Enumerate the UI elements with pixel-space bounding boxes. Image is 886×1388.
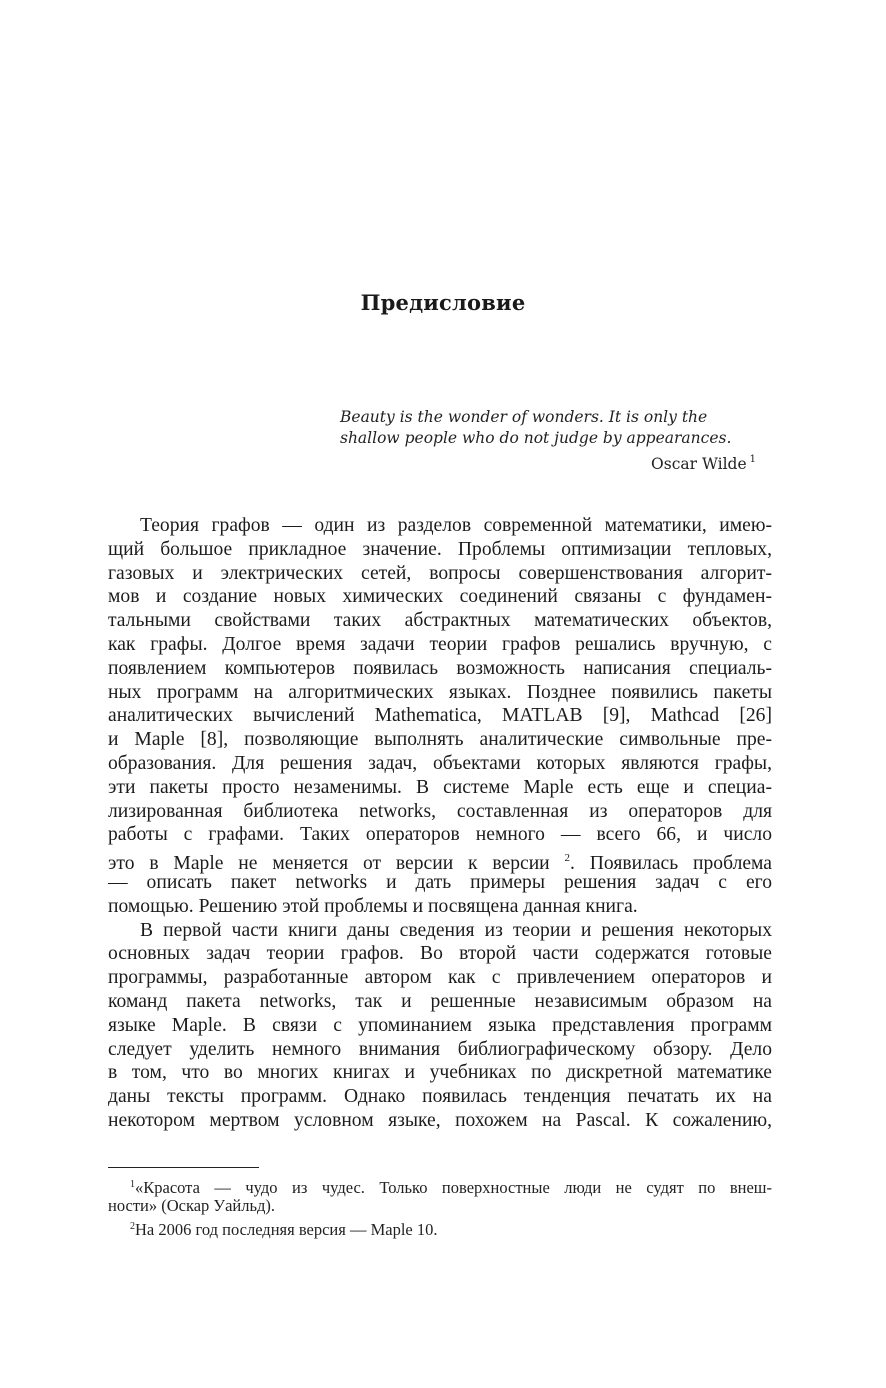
text-line: Теория графов — один из разделов современной математики, имею- (140, 515, 772, 536)
footnote-text: «Красота — чудо из чудес. Только поверхностные люди не судят по внеш- (135, 1178, 772, 1197)
text-line: мов и создание новых химических соединений связаны с фундамен- (108, 586, 772, 608)
epigraph (340, 407, 756, 475)
body-text (108, 514, 772, 1133)
text-fragment: это в Maple не меняется от версии к версии (108, 853, 550, 875)
epigraph-author-name: Oscar Wilde (651, 455, 747, 473)
text-line: основных задач теории графов. Во второй части содержатся готовые (108, 943, 772, 965)
epigraph-line: shallow people who do not judge by appearances. (340, 429, 732, 447)
text-line: лизированная библиотека networks, составленная из операторов для (108, 800, 772, 822)
text-line: работы с графами. Таких операторов немного — всего 66, и число (108, 824, 772, 846)
footnote-mark: 2 (130, 1221, 135, 1232)
footnote-divider (108, 1167, 259, 1168)
footnote-2 (108, 1216, 772, 1237)
text-line: появлением компьютеров появилась возможность написания специаль- (108, 657, 772, 679)
footnote-1-continued: ности» (Оскар Уайльд). (108, 1196, 276, 1215)
text-line: эти пакеты просто незаменимы. В системе Maple есть еще и специа- (108, 776, 772, 798)
text-line: газовых и электрических сетей, вопросы совершенствования алгорит- (108, 562, 772, 584)
footnotes (108, 1174, 772, 1237)
text-line: языке Maple. В связи с упоминанием языка представления программ (108, 1014, 772, 1036)
text-line: ных программ на алгоритмических языках. Позднее появились пакеты (108, 681, 772, 703)
text-line: и Maple [8], позволяющие выполнять аналитические символьные пре- (108, 729, 772, 751)
text-line: образования. Для решения задач, объектами которых являются графы, (108, 752, 772, 774)
text-line: — описать пакет networks и дать примеры решения задач с его (108, 871, 772, 893)
text-line: даны тексты программ. Однако появилась тенденция печатать их на (108, 1086, 772, 1108)
text-line: в том, что во многих книгах и учебниках по дискретной математике (108, 1062, 772, 1084)
epigraph-author (340, 449, 756, 475)
text-line-with-footnote (108, 847, 773, 875)
epigraph-line: Beauty is the wonder of wonders. It is only the (340, 408, 708, 426)
text-line: некотором мертвом условном языке, похожем на Pascal. К сожалению, (108, 1109, 772, 1131)
footnote-text: На 2006 год последняя версия — Maple 10. (135, 1220, 438, 1239)
footnote-1 (108, 1174, 772, 1195)
text-line: тальными свойствами таких абстрактных математических объектов, (108, 610, 772, 632)
text-line: команд пакета networks, так и решенные независимым образом на (108, 990, 772, 1012)
text-fragment: . Появилась проблема (570, 853, 773, 875)
text-line: следует уделить немного внимания библиографическому обзору. Дело (108, 1038, 772, 1060)
page-title: Предисловие (360, 290, 526, 315)
text-line: аналитических вычислений Mathematica, MATLAB [9], Mathcad [26] (108, 705, 772, 727)
text-line: помощью. Решению этой проблемы и посвящена данная книга. (108, 895, 638, 917)
footnote-mark: 1 (130, 1179, 135, 1190)
text-line: как графы. Долгое время задачи теории графов решались вручную, с (108, 633, 772, 655)
text-line: щий большое прикладное значение. Проблемы оптимизации тепловых, (108, 538, 772, 560)
text-line: В первой части книги даны сведения из теории и решения некоторых (140, 919, 772, 941)
text-line: программы, разработанные автором как с привлечением операторов и (108, 967, 772, 989)
footnote-mark: 2 (564, 852, 571, 865)
footnote-mark: 1 (749, 454, 756, 465)
